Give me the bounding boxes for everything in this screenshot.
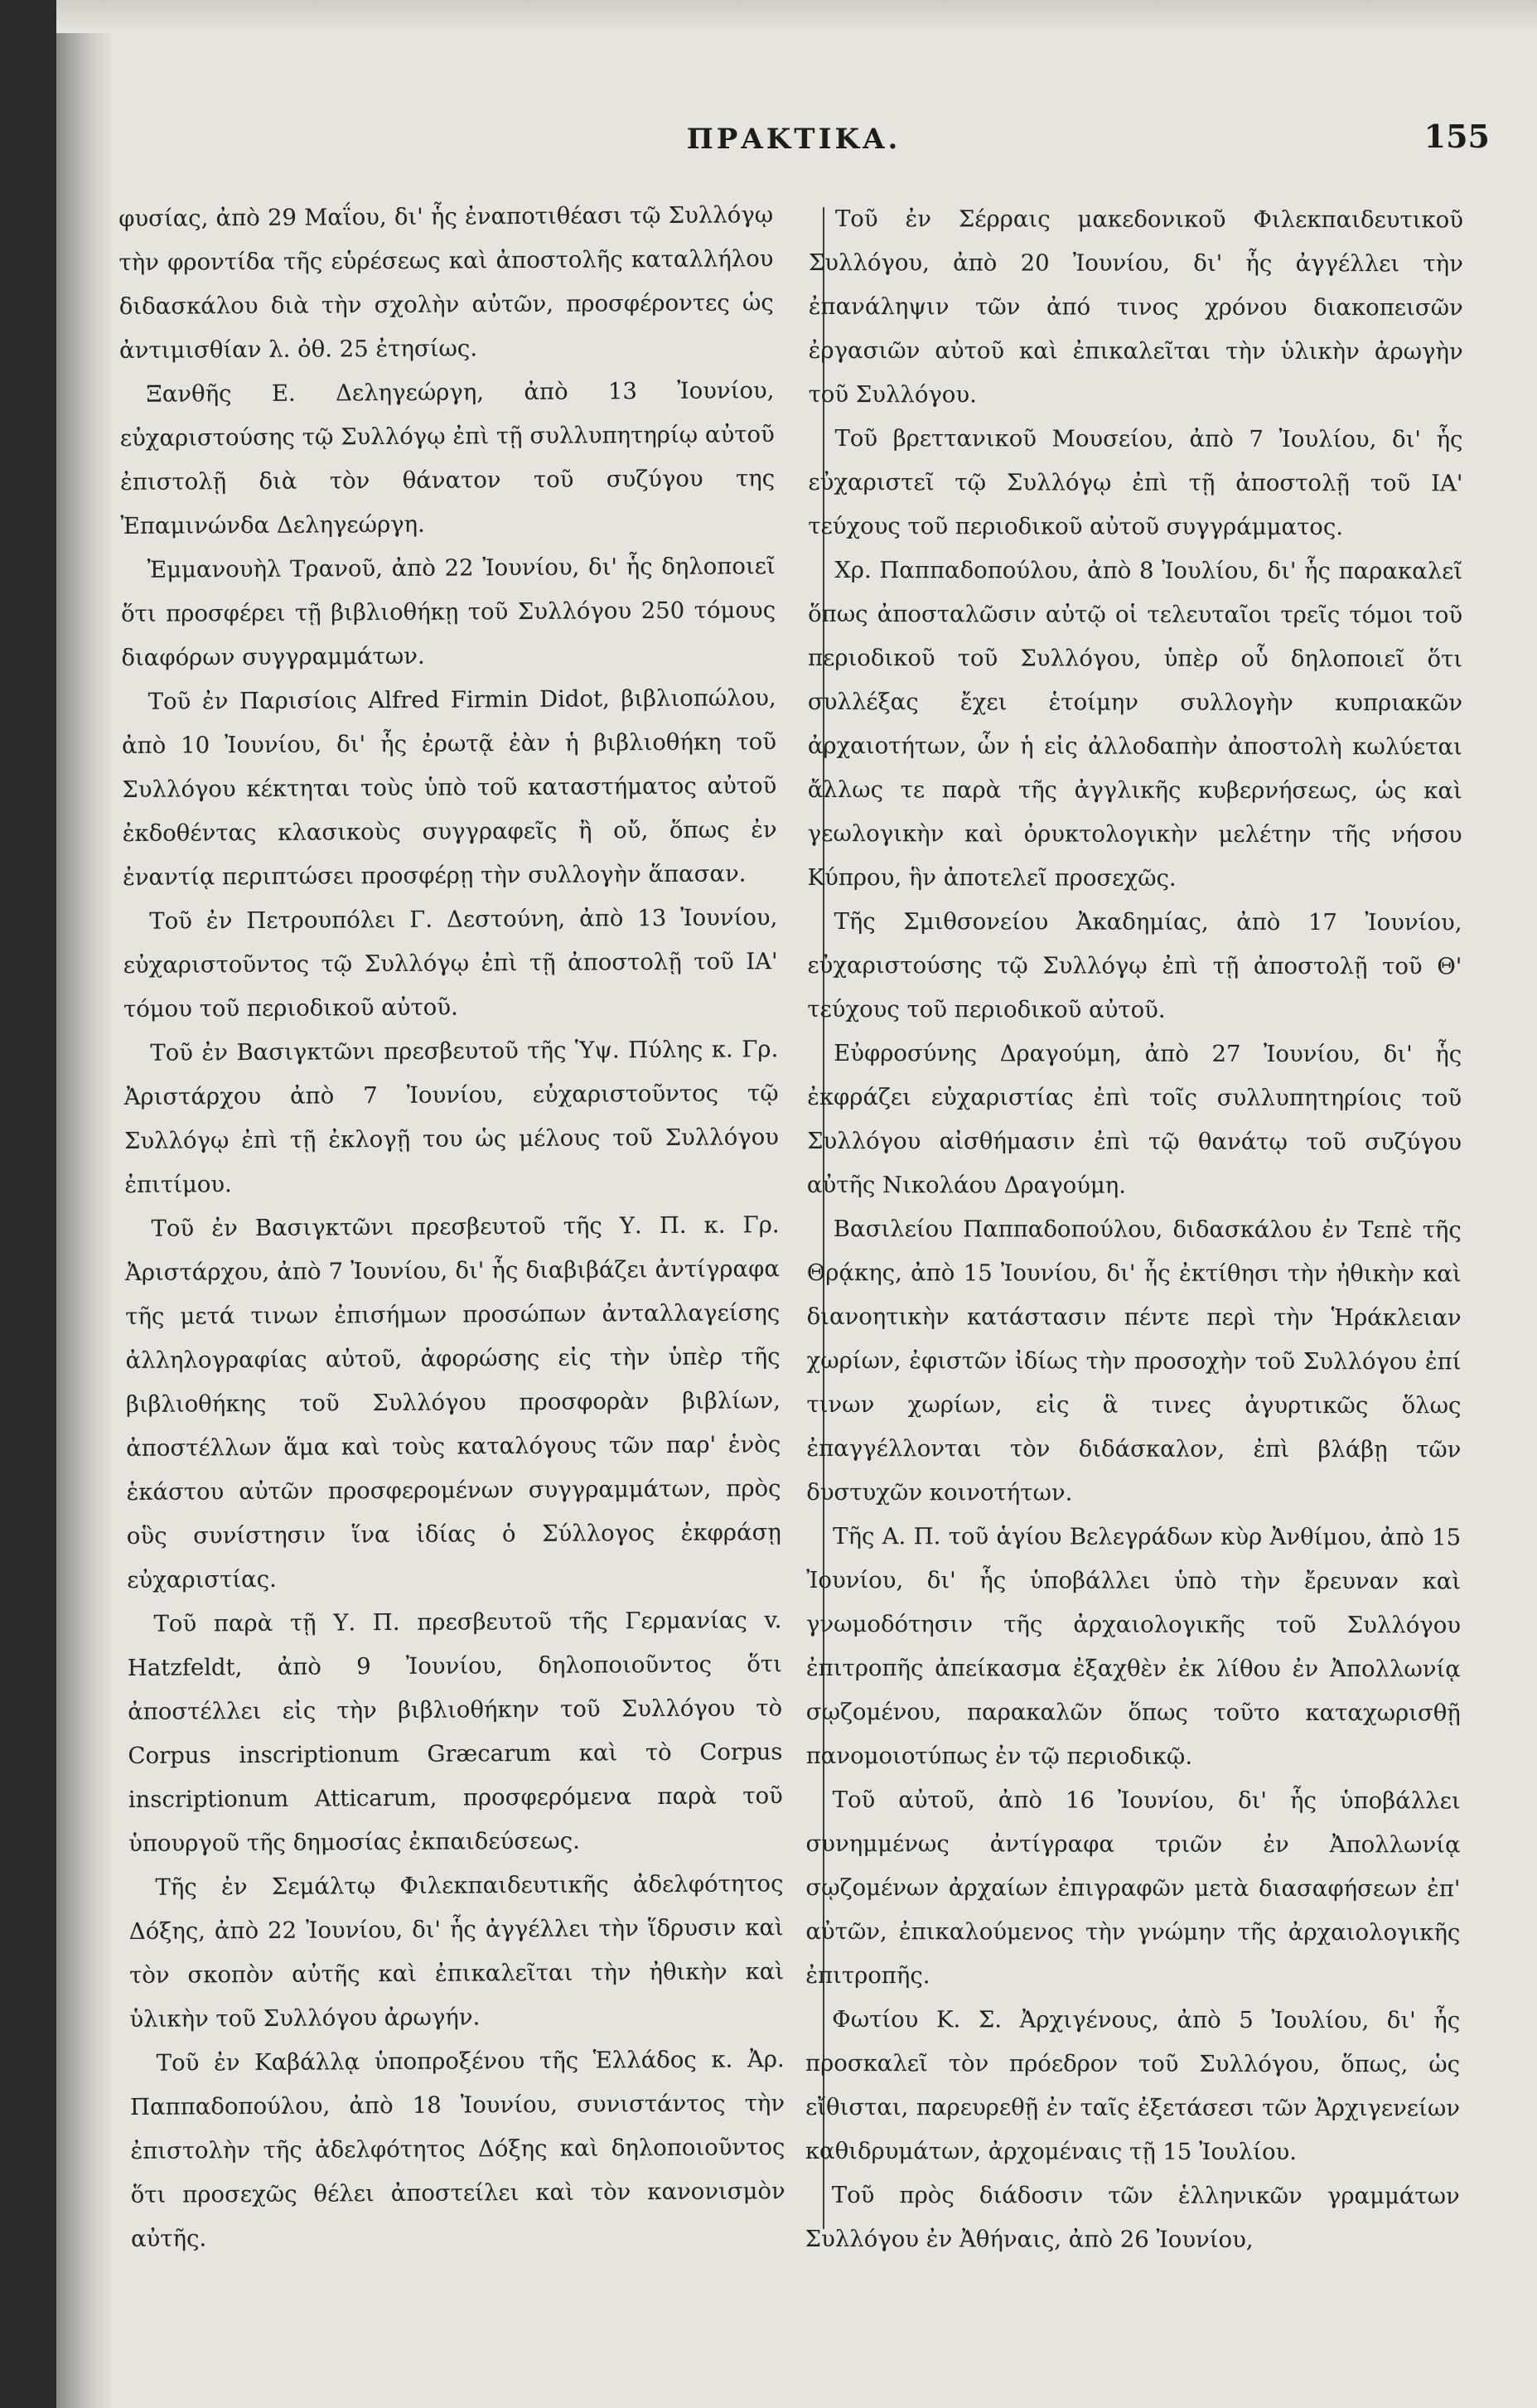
running-title: ΠΡΑΚΤΙΚΑ. [686,123,901,156]
paragraph: Τοῦ αὐτοῦ, ἀπὸ 16 Ἰουνίου, δι' ἧς ὑποβάλλει συνημμένως ἀντίγραφα τριῶν ἐν Ἀπολλωνίᾳ σῳζομένων ἀρχαίων ἐπιγραφῶν μετὰ διασαφήσεων ἐπ' αὐτῶν, ἐπικαλούμενος τὴν γνώμην τῆς ἀρχαιολογικῆς ἐπιτροπῆς. [805,1787,1461,1990]
page-header [123,118,1490,172]
paragraph: Τοῦ ἐν Βασιγκτῶνι πρεσβευτοῦ τῆς Ὑψ. Πύλης κ. Γρ. Ἀριστάρχου ἀπὸ 7 Ἰουνίου, εὐχαριστοῦντος τῷ Συλλόγῳ ἐπὶ τῇ ἐκλογῇ του ὡς μέλους τοῦ Συλλόγου ἐπιτίμου. [123,1036,780,1198]
paragraph: Χρ. Παππαδοπούλου, ἀπὸ 8 Ἰουλίου, δι' ἧς παρακαλεῖ ὅπως ἀποσταλῶσιν αὐτῷ οἱ τελευταῖοι τρεῖς τόμοι τοῦ περιοδικοῦ τοῦ Συλλόγου, ὑπὲρ οὗ δηλοποιεῖ ὅτι συλλέξας ἔχει ἑτοίμην συλλογὴν κυπριακῶν ἀρχαιοτήτων, ὧν ἡ εἰς ἀλλοδαπὴν ἀποστολὴ κωλύεται ἄλλως τε παρὰ τῆς ἀγγλικῆς κυβερνήσεως, ὡς καὶ γεωλογικὴν καὶ ὀρυκτολογικὴν μελέτην τῆς νήσου Κύπρου, ἣν ἀποτελεῖ προσεχῶς. [807,557,1463,892]
paragraph: Τῆς Α. Π. τοῦ ἁγίου Βελεγράδων κὺρ Ἀνθίμου, ἀπὸ 15 Ἰουνίου, δι' ἧς ὑποβάλλει ὑπὸ τὴν ἔρευναν καὶ γνωμοδότησιν τῆς ἀρχαιολογικῆς τοῦ Συλλόγου ἐπιτροπῆς ἀπείκασμα ἐξαχθὲν ἐκ λίθου ἐν Ἀπολλωνίᾳ σῳζομένου, παρακαλῶν ὅπως τοῦτο καταχωρισθῇ πανομοιοτύπως ἐν τῷ περιοδικῷ. [805,1523,1462,1770]
paragraph: Τοῦ βρεττανικοῦ Μουσείου, ἀπὸ 7 Ἰουλίου, δι' ἧς εὐχαριστεῖ τῷ Συλλόγῳ ἐπὶ τῇ ἀποστολῇ τοῦ ΙΑ' τεύχους τοῦ περιοδικοῦ αὐτοῦ συγγράμματος. [808,425,1463,541]
paragraph: φυσίας, ἀπὸ 29 Μαΐου, δι' ἧς ἐναποτιθέασι τῷ Συλλόγῳ τὴν φροντίδα τῆς εὑρέσεως καὶ ἀποστολῆς καταλλήλου διδασκάλου διὰ τὴν σχολὴν αὐτῶν, προσφέροντες ὡς ἀντιμισθίαν λ. ὀθ. 25 ἐτησίως. [118,201,774,364]
paragraph: Εὐφροσύνης Δραγούμη, ἀπὸ 27 Ἰουνίου, δι' ἧς ἐκφράζει εὐχαριστίας ἐπὶ τοῖς συλλυπητηρίοις τοῦ Συλλόγου αἰσθήμασιν ἐπὶ τῷ θανάτῳ τοῦ συζύγου αὐτῆς Νικολάου Δραγούμη. [806,1040,1462,1199]
paragraph: Τοῦ ἐν Σέρραις μακεδονικοῦ Φιλεκπαιδευτικοῦ Συλλόγου, ἀπὸ 20 Ἰουνίου, δι' ἧς ἀγγέλλει τὴν ἐπανάληψιν τῶν ἀπό τινος χρόνου διακοπεισῶν ἐργασιῶν αὐτοῦ καὶ ἐπικαλεῖται τὴν ὑλικὴν ἀρωγὴν τοῦ Συλλόγου. [808,206,1463,409]
paragraph: Τοῦ ἐν Βασιγκτῶνι πρεσβευτοῦ τῆς Υ. Π. κ. Γρ. Ἀριστάρχου, ἀπὸ 7 Ἰουνίου, δι' ἧς διαβιβάζει ἀντίγραφα τῆς μετά τινων ἐπισήμων προσώπων ἀνταλλαγείσης ἀλληλογραφίας αὐτοῦ, ἀφορώσης εἰς τὴν ὑπὲρ τῆς βιβλιοθήκης τοῦ Συλλόγου προσφορὰν βιβλίων, ἀποστέλλων ἅμα καὶ τοὺς καταλόγους τῶν παρ' ἑνὸς ἑκάστου αὐτῶν προσφερομένων συγγραμμάτων, πρὸς οὓς συνίστησιν ἵνα ἰδίας ὁ Σύλλογος ἐκφράσῃ εὐχαριστίας. [124,1211,781,1593]
paragraph: Ἐμμανουὴλ Τρανοῦ, ἀπὸ 22 Ἰουνίου, δι' ἧς δηλοποιεῖ ὅτι προσφέρει τῇ βιβλιοθήκῃ τοῦ Συλλόγου 250 τόμους διαφόρων συγγραμμάτων. [120,553,776,671]
paragraph: Τοῦ ἐν Καβάλλᾳ ὑποπροξένου τῆς Ἑλλάδος κ. Ἀρ. Παππαδοπούλου, ἀπὸ 18 Ἰουνίου, συνιστάντος τὴν ἐπιστολὴν τῆς ἀδελφότητος Δόξης καὶ δηλοποιοῦντος ὅτι προσεχῶς θέλει ἀποστείλει καὶ τὸν κανονισμὸν αὐτῆς. [129,2046,785,2252]
right-column [805,197,1463,2262]
left-column [118,193,785,2261]
paragraph: Τοῦ παρὰ τῇ Υ. Π. πρεσβευτοῦ τῆς Γερμανίας v. Hatzfeldt, ἀπὸ 9 Ἰουνίου, δηλοποιοῦντος ὅτι ἀποστέλλει εἰς τὴν βιβλιοθήκην τοῦ Συλλόγου τὸ Corpus inscriptionum Græcarum καὶ τὸ Corpus inscriptionum Atticarum, προσφερόμενα παρὰ τοῦ ὑπουργοῦ τῆς δημοσίας ἐκπαιδεύσεως. [127,1607,783,1857]
paragraph: Τῆς Σμιθσονείου Ἀκαδημίας, ἀπὸ 17 Ἰουνίου, εὐχαριστούσης τῷ Συλλόγῳ ἐπὶ τῇ ἀποστολῇ τοῦ Θ' τεύχους τοῦ περιοδικοῦ αὐτοῦ. [807,908,1462,1023]
paragraph: Φωτίου Κ. Σ. Ἀρχιγένους, ἀπὸ 5 Ἰουλίου, δι' ἧς προσκαλεῖ τὸν πρόεδρον τοῦ Συλλόγου, ὅπως, ὡς εἴθισται, παρευρεθῇ ἐν ταῖς ἐξετάσεσι τῶν Ἀρχιγενείων καθιδρυμάτων, ἀρχομέναις τῇ 15 Ἰουλίου. [805,2006,1461,2166]
scanned-page [56,0,1537,2408]
paragraph: Τοῦ ἐν Πετρουπόλει Γ. Δεστούνη, ἀπὸ 13 Ἰουνίου, εὐχαριστοῦντος τῷ Συλλόγῳ ἐπὶ τῇ ἀποστολῇ τοῦ ΙΑ' τόμου τοῦ περιοδικοῦ αὐτοῦ. [123,904,778,1023]
page-number: 155 [1423,118,1490,155]
paragraph: Ξανθῆς Ε. Δεληγεώργη, ἀπὸ 13 Ἰουνίου, εὐχαριστούσης τῷ Συλλόγῳ ἐπὶ τῇ συλλυπητηρίῳ αὐτοῦ ἐπιστολῇ διὰ τὸν θάνατον τοῦ συζύγου της Ἐπαμινώνδα Δεληγεώργη. [119,377,776,539]
paragraph: Τοῦ ἐν Παρισίοις Alfred Firmin Didot, βιβλιοπώλου, ἀπὸ 10 Ἰουνίου, δι' ἧς ἐρωτᾷ ἐὰν ἡ βιβλιοθήκη τοῦ Συλλόγου κέκτηται τοὺς ὑπὸ τοῦ καταστήματος αὐτοῦ ἐκδοθέντας κλασικοὺς συγγραφεῖς ἢ οὔ, ὅπως ἐν ἐναντίᾳ περιπτώσει προσφέρῃ τὴν συλλογὴν ἅπασαν. [121,684,777,891]
paragraph: Βασιλείου Παππαδοπούλου, διδασκάλου ἐν Τεπὲ τῆς Θρᾴκης, ἀπὸ 15 Ἰουνίου, δι' ἧς ἐκτίθησι τὴν ἠθικὴν καὶ διανοητικὴν κατάστασιν πέντε περὶ τὴν Ἡράκλειαν χωρίων, ἐφιστῶν ἰδίως τὴν προσοχὴν τοῦ Συλλόγου ἐπί τινων χωρίων, εἰς ἃ τινες ἀγυρτικῶς ὅλως ἐπαγγέλλονται τὸν διδάσκαλον, ἐπὶ βλάβῃ τῶν δυστυχῶν κοινοτήτων. [806,1216,1462,1506]
paragraph: Τοῦ πρὸς διάδοσιν τῶν ἑλληνικῶν γραμμάτων Συλλόγου ἐν Ἀθήναις, ἀπὸ 26 Ἰουνίου, [805,2182,1460,2253]
paragraph: Τῆς ἐν Σεμάλτῳ Φιλεκπαιδευτικῆς ἀδελφότητος Δόξης, ἀπὸ 22 Ἰουνίου, δι' ἧς ἀγγέλλει τὴν ἵδρυσιν καὶ τὸν σκοπὸν αὐτῆς καὶ ἐπικαλεῖται τὴν ἠθικὴν καὶ ὑλικὴν τοῦ Συλλόγου ἀρωγήν. [128,1870,785,2033]
